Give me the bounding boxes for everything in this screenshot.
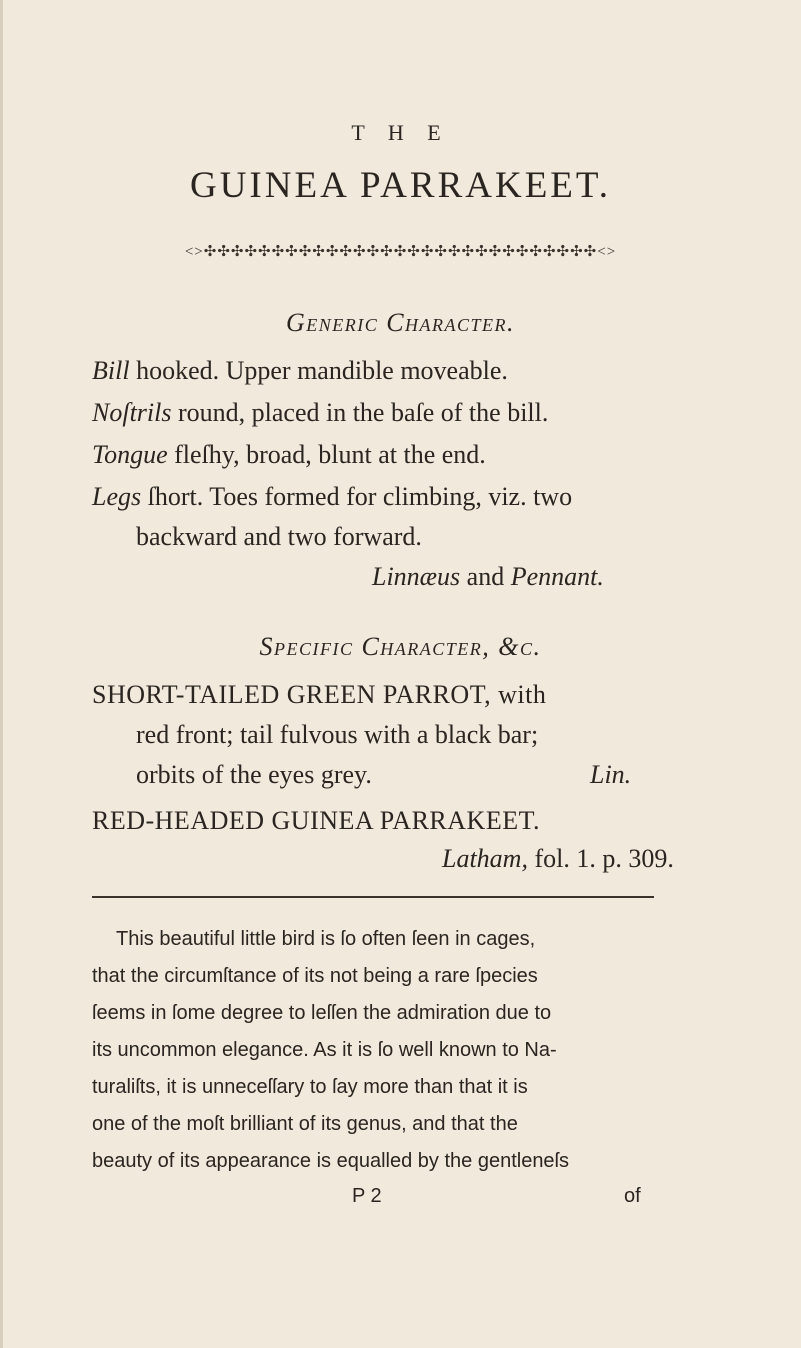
body-line-3: ſeems in ſome degree to leſſen the admiration due to [92, 1002, 552, 1024]
specific-character-heading: Specific Character, &c. [259, 632, 542, 661]
page-title: GUINEA PARRAKEET. [189, 165, 612, 206]
citation-pennant: Pennant. [510, 562, 604, 591]
bill-term: Bill [92, 356, 130, 385]
specific-line-2: red front; tail fulvous with a black bar; [136, 720, 539, 749]
generic-bill-line [92, 356, 508, 386]
body-line-4: its uncommon elegance. As it is ſo well known to Na- [92, 1039, 557, 1061]
nostrils-term: Noſtrils [92, 398, 172, 427]
generic-citation [372, 562, 604, 592]
ornament-divider: <>✣✣✣✣✣✣✣✣✣✣✣✣✣✣✣✣✣✣✣✣✣✣✣✣✣✣✣✣✣<> [184, 244, 617, 260]
lin-citation: Lin. [590, 760, 632, 789]
signature-mark: P 2 [352, 1185, 382, 1207]
legs-text: ſhort. Toes formed for climbing, viz. two [141, 482, 573, 511]
body-line-5: turaliſts, it is unneceſſary to ſay more than that it is [92, 1076, 528, 1098]
latham-ref: fol. 1. p. 309. [527, 844, 674, 873]
generic-nostrils-line [92, 398, 548, 428]
generic-tongue-line [92, 440, 486, 470]
bill-text: hooked. Upper mandible moveable. [129, 356, 508, 385]
specific-line-4: RED-HEADED GUINEA PARRAKEET. [92, 806, 541, 835]
specific-line-3-citation [590, 760, 631, 790]
nostrils-text: round, placed in the baſe of the bill. [171, 398, 549, 427]
generic-legs-line [92, 482, 572, 512]
body-line-6: one of the moſt brilliant of its genus, and that the [92, 1113, 518, 1135]
body-line-2: that the circumſtance of its not being a rare ſpecies [92, 965, 538, 987]
section-rule [92, 896, 654, 898]
tongue-text: fleſhy, broad, blunt at the end. [167, 440, 486, 469]
legs-term: Legs [92, 482, 142, 511]
specific-line-3: orbits of the eyes grey. [136, 760, 372, 789]
generic-character-heading: Generic Character. [285, 308, 516, 337]
specific-line-1: SHORT-TAILED GREEN PARROT, with [92, 680, 547, 709]
body-line-1: This beautiful little bird is ſo often ſeen in cages, [116, 928, 536, 950]
citation-linnaeus: Linnæus [372, 562, 461, 591]
latham-citation [442, 844, 674, 874]
title-prefix: T H E [351, 120, 450, 145]
generic-legs-line-2: backward and two forward. [136, 522, 422, 551]
latham-name: Latham, [442, 844, 528, 873]
body-line-7: beauty of its appearance is equalled by the gentleneſs [92, 1150, 570, 1172]
catchword: of [624, 1185, 641, 1207]
citation-and: and [460, 562, 511, 591]
tongue-term: Tongue [92, 440, 168, 469]
